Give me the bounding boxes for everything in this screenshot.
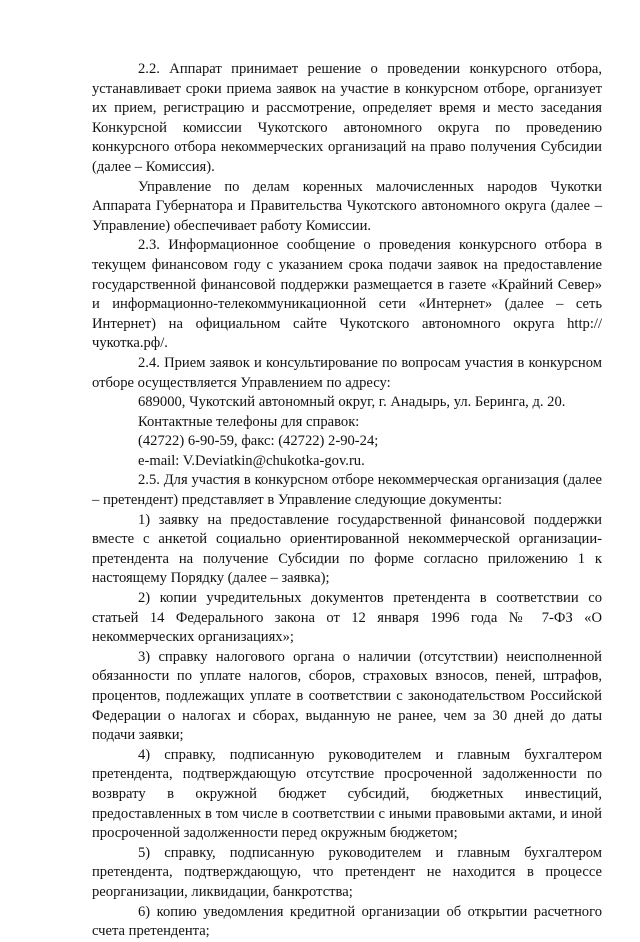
list-item-4: 4) справку, подписанную руководителем и главным бухгалтером претендента, подтверждающую отсутствие просроченной задолженности по возврату в окружной бюджет субсидий, бюджетных инвестиций, предоставленных в том числе в соответствии с иными правовыми актами, и иной просроченной задолженности перед окружным бюджетом; — [92, 746, 602, 842]
list-item-1: 1) заявку на предоставление государственной финансовой поддержки вместе с анкетой социально ориентированной некоммерческой организации-претендента на получение Субсидии по форме согласно приложению 1 к настоящему Порядку (далее – заявка); — [92, 511, 602, 587]
paragraph-2-5: 2.5. Для участия в конкурсном отборе некоммерческая организация (далее – претендент) представляет в Управление следующие документы: — [92, 472, 602, 509]
list-item-3: 3) справку налогового органа о наличии (отсутствии) неисполненной обязанности по уплате налогов, сборов, страховых взносов, пеней, штрафов, процентов, подлежащих уплате в соответствии с законодательством Российской Федерации о налогах и сборах, выданную не ранее, чем за 30 дней до даты подачи заявки; — [92, 648, 602, 744]
phone-line: (42722) 6-90-59, факс: (42722) 2-90-24; — [138, 433, 379, 450]
list-item-6: 6) копию уведомления кредитной организации об открытии расчетного счета претендента; — [92, 903, 602, 940]
email-line: e-mail: V.Deviatkin@chukotka-gov.ru. — [138, 452, 365, 469]
paragraph-upravlenie: Управление по делам коренных малочисленных народов Чукотки Аппарата Губернатора и Правительства Чукотского автономного округа (далее – Управление) обеспечивает работу Комиссии. — [92, 178, 602, 234]
address-line: 689000, Чукотский автономный округ, г. Анадырь, ул. Беринга, д. 20. — [138, 394, 566, 411]
list-item-5: 5) справку, подписанную руководителем и главным бухгалтером претендента, подтверждающую, что претендент не находится в процессе реорганизации, ликвидации, банкротства; — [92, 844, 602, 900]
paragraph-2-4: 2.4. Прием заявок и консультирование по вопросам участия в конкурсном отборе осуществляется Управлением по адресу: — [92, 354, 602, 391]
paragraph-2-3: 2.3. Информационное сообщение о проведения конкурсного отбора в текущем финансовом году с указанием срока подачи заявок на предоставление государственной финансовой поддержки размещается в газете «Крайний Север» и информационно-телекоммуникационной сети «Интернет» (далее – сеть Интернет) на официальном сайте Чукотского автономного округа http://чукотка.рф/. — [92, 237, 602, 352]
document-page — [92, 60, 602, 942]
paragraph-2-2: 2.2. Аппарат принимает решение о проведении конкурсного отбора, устанавливает сроки приема заявок на участие в конкурсном отборе, организует их прием, регистрацию и рассмотрение, определяет время и место заседания Конкурсной комиссии Чукотского автономного округа по проведению конкурсного отбора некоммерческих организаций на право получения Субсидии (далее – Комиссия). — [92, 61, 602, 175]
contacts-heading: Контактные телефоны для справок: — [138, 413, 360, 430]
list-item-2: 2) копии учредительных документов претендента в соответствии со статьей 14 Федерального закона от 12 января 1996 года № 7-ФЗ «О некоммерческих организациях»; — [92, 590, 602, 646]
